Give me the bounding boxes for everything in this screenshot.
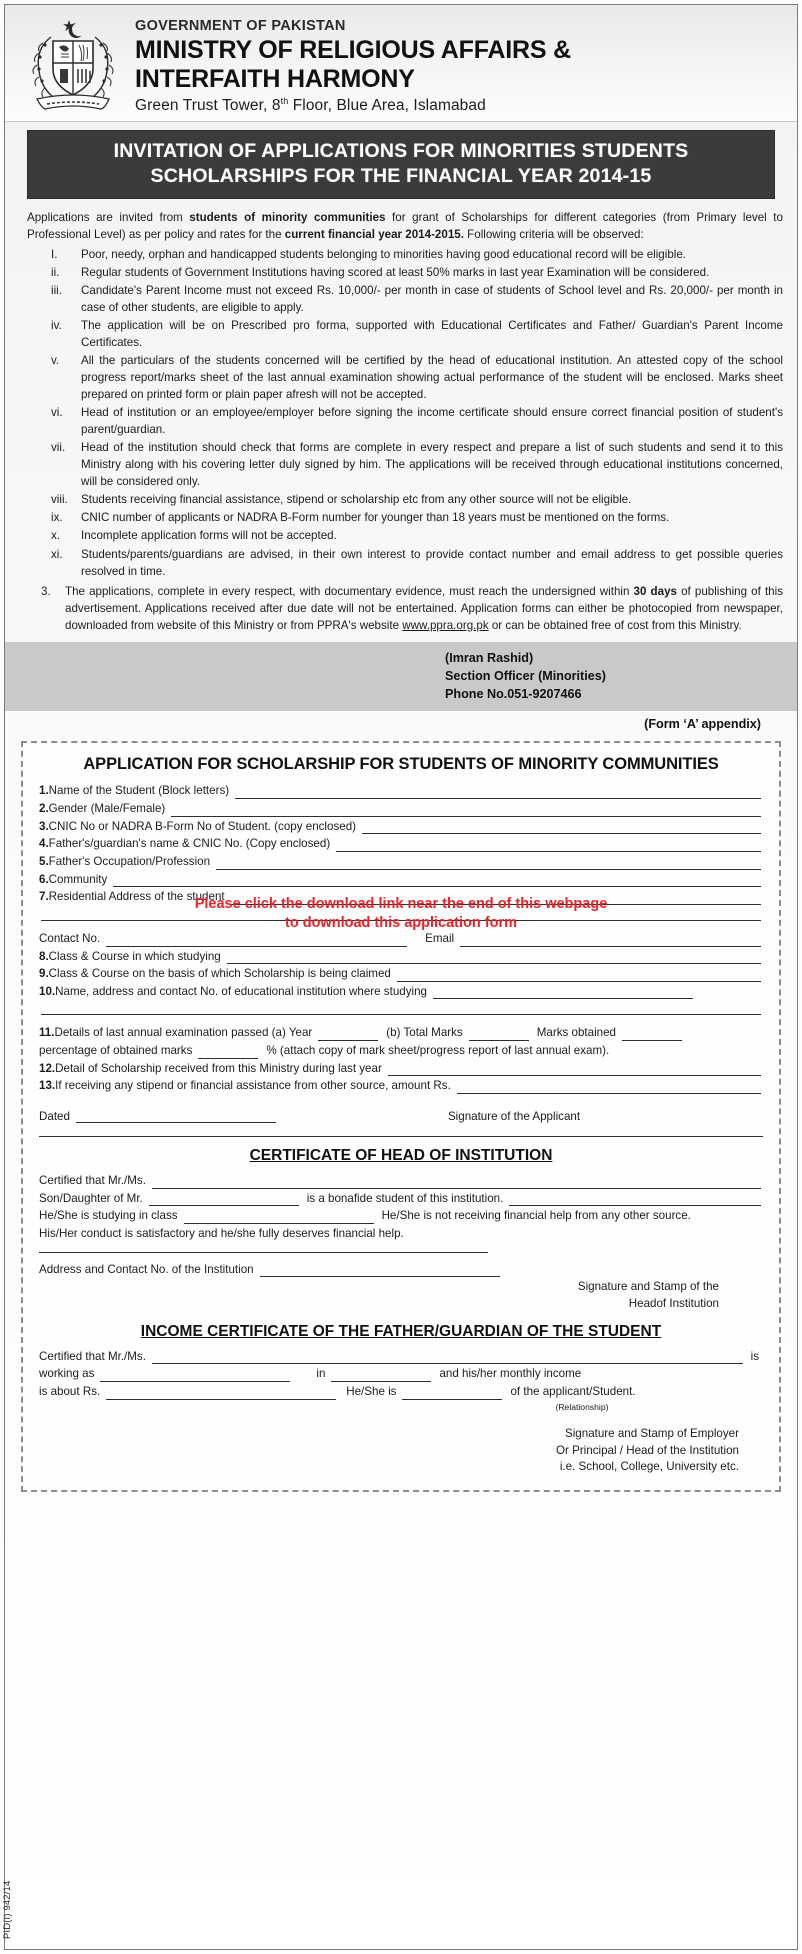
marks-obtained-label: Marks obtained [536,1026,616,1040]
income-cert-line-3 [39,1384,763,1400]
criteria-marker: vi. [51,406,63,420]
income-cert-line-1 [39,1349,763,1365]
ppra-website-link[interactable]: www.ppra.org.pk [402,618,489,632]
employer-sig-line-3: i.e. School, College, University etc. [559,1460,739,1474]
conduct-label: His/Her conduct is satisfactory and he/she fully deserves financial help. [39,1226,404,1240]
criteria-text: Head of institution or an employee/employer before signing the income certificate should ensure correct financial position of student's parent/guardian. [81,406,783,437]
field-number: 12. [39,1061,56,1075]
advertisement-body [5,199,797,634]
ministry-name-line-1: MINISTRY OF RELIGIOUS AFFAIRS & [135,36,571,65]
field-number: 4. [39,837,49,851]
institution-input-line-2[interactable] [41,1013,761,1015]
field-label: Community [48,872,108,886]
ministry-name-line-2: INTERFAITH HARMONY [135,65,415,94]
head-cert-line-4 [39,1226,763,1242]
pakistan-state-emblem-icon [19,11,127,115]
institution-address-input-line[interactable] [260,1265,500,1277]
contact-label: Contact No. [39,931,101,945]
institution-input-line-1[interactable] [433,987,693,999]
relationship-input-line[interactable] [402,1388,502,1400]
application-form [21,741,781,1492]
criteria-item [27,246,783,263]
address-input-line-1[interactable] [231,893,761,905]
bonafide-label: is a bonafide student of this institution. [306,1191,504,1205]
field-number: 5. [39,854,49,868]
total-marks-label: (b) Total Marks [386,1026,463,1040]
intro-part-1: Applications are invited from [27,210,190,224]
criteria-marker: iii. [51,284,62,298]
form-appendix-label: (Form ‘A’ appendix) [644,717,761,732]
criteria-item [27,509,783,526]
form-field-occupation [39,854,763,870]
total-marks-input-line[interactable] [469,1029,529,1041]
head-cert-name-input-line[interactable] [152,1177,761,1189]
field-number: 2. [39,802,49,816]
criteria-text: The application will be on Prescribed pro forma, supported with Educational Certificates and Father/ Guardian's Parent Income Certificates. [81,319,783,350]
criteria-text: Incomplete application forms will not be accepted. [81,529,337,543]
son-daughter-label: Son/Daughter of Mr. [39,1191,143,1205]
field-number: 13. [39,1079,56,1093]
criteria-list [27,246,783,580]
form-field-class-claimed [39,966,763,982]
field-number: 6. [39,872,49,886]
form-field-cnic [39,819,763,835]
criteria-item [27,439,783,490]
section-divider-1 [39,1135,763,1137]
field-number: 1. [39,784,49,798]
field-number: 3. [39,819,49,833]
email-input-line[interactable] [460,935,761,947]
relationship-note: (Relationship) [555,1401,609,1412]
field-label: Class & Course in which studying [48,949,221,963]
no-financial-help-label: He/She is not receiving financial help from any other source. [381,1209,691,1223]
employer-sig-line-2: Or Principal / Head of the Institution [555,1443,739,1457]
applicant-signature-label: Signature of the Applicant [447,1110,581,1124]
intro-paragraph [27,209,783,243]
head-institution-signature [39,1279,763,1313]
issuer-name: (Imran Rashid) [445,650,534,665]
head-cert-divider [39,1251,488,1253]
form-field-percentage [39,1043,763,1059]
field-label: Gender (Male/Female) [48,802,166,816]
percentage-input-line[interactable] [198,1047,258,1059]
issuer-details [5,649,797,704]
percentage-label: percentage of obtained marks [39,1044,193,1058]
criteria-text: Regular students of Government Institutions having scored at least 50% marks in last year Examination will be considered. [81,266,710,279]
occupation-input-line[interactable] [216,858,761,870]
pid-reference: PID(I) 942/14 [1,1880,12,1939]
form-field-community [39,872,763,888]
clause-3-bold: 30 days [633,584,677,598]
father-name-input-line[interactable] [336,840,761,852]
address-suffix: Floor, Blue Area, Islamabad [288,97,486,115]
class-claimed-input-line[interactable] [397,970,761,982]
exam-year-input-line[interactable] [318,1029,378,1041]
is-about-rs-label: is about Rs. [39,1385,101,1399]
government-label: GOVERNMENT OF PAKISTAN [135,18,346,34]
income-amount-input-line[interactable] [106,1388,336,1400]
father-name-cert-input-line[interactable] [149,1194,299,1206]
form-field-institution [39,984,763,1000]
form-field-class-studying [39,949,763,965]
form-field-exam-details [39,1025,763,1041]
clause-3-part-3: or can be obtained free of cost from this Ministry. [488,618,742,632]
gender-input-line[interactable] [171,805,761,817]
criteria-text: Students/parents/guardians are advised, in their own interest to provide contact number and email address to get possible queries resolved in time. [81,547,783,578]
criteria-marker: ix. [51,511,63,525]
field-label: Father's Occupation/Profession [48,854,211,868]
working-as-input-line[interactable] [100,1370,290,1382]
community-input-line[interactable] [113,875,761,887]
form-field-address [39,889,763,905]
download-notice-line-1: Please click the download link near the end of this webpage [194,896,608,913]
criteria-text: Students receiving financial assistance, stipend or scholarship etc from any other source will not be eligible. [81,493,632,507]
criteria-item [27,317,783,351]
other-stipend-input-line[interactable] [457,1082,761,1094]
bonafide-input-line[interactable] [509,1194,761,1206]
form-field-gender [39,801,763,817]
head-sig-line-1: Signature and Stamp of the [577,1280,719,1294]
prior-scholarship-input-line[interactable] [388,1064,761,1076]
clause-3-part-2: of publishing of this advertisement. Applications received after due date will not be entertained. Application forms can either be photocopied from newspaper, downloaded from website of this Ministry or from PPRA's website [65,584,783,632]
criteria-marker: viii. [51,493,68,507]
field-label: Detail of Scholarship received from this Ministry during last year [55,1061,382,1075]
address-ordinal: th [280,96,289,107]
employer-sig-line-1: Signature and Stamp of Employer [564,1426,739,1440]
field-number: 9. [39,967,49,981]
contact-input-line[interactable] [106,935,407,947]
intro-part-2: for grant of Scholarships for different categories (from Primary level to Professional Level) as per policy and rates for the [27,210,783,241]
advertisement-banner [27,130,775,199]
field-label: Father's/guardian's name & CNIC No. (Copy enclosed) [48,837,331,851]
criteria-item [27,264,783,281]
field-number: 7. [39,890,49,904]
criteria-marker: vii. [51,441,66,455]
form-field-contact-email [39,931,763,947]
is-label: is [750,1349,759,1363]
cnic-input-line[interactable] [362,822,761,834]
employer-input-line[interactable] [331,1370,431,1382]
criteria-marker: ii. [51,266,60,279]
criteria-marker: iv. [51,319,62,333]
field-label: If receiving any stipend or financial assistance from other source, amount Rs. [55,1079,451,1093]
form-field-other-stipend [39,1078,763,1094]
field-label: Class & Course on the basis of which Scholarship is being claimed [48,967,391,981]
form-field-father-name [39,836,763,852]
head-certificate-title: CERTIFICATE OF HEAD OF INSTITUTION [249,1147,553,1165]
percentage-note: % (attach copy of mark sheet/progress report of last annual exam). [266,1044,610,1058]
class-studying-input-line[interactable] [227,952,761,964]
criteria-item [27,546,783,580]
header-titles [127,11,571,115]
of-applicant-label: of the applicant/Student. [510,1385,636,1399]
studying-class-input-line[interactable] [184,1212,374,1224]
criteria-marker: I. [51,247,58,261]
download-notice-line-2: to download this application form [285,914,517,931]
income-certified-label: Certified that Mr./Ms. [39,1349,146,1363]
issuer-signature-block [5,642,797,712]
field-number: 8. [39,949,49,963]
email-label: Email [425,931,455,945]
in-label: in [316,1367,326,1381]
issuer-phone: Phone No.051-9207466 [445,687,582,702]
studying-class-label: He/She is studying in class [39,1209,178,1223]
field-label: CNIC No or NADRA B-Form No of Student. (copy enclosed) [48,819,357,833]
exam-year-label: Details of last annual examination passed (a) Year [54,1026,313,1040]
head-cert-line-3 [39,1208,763,1224]
document-header [5,5,797,122]
criteria-item [27,527,783,544]
dated-input-line[interactable] [76,1111,276,1123]
working-as-label: working as [39,1367,95,1381]
form-title: APPLICATION FOR SCHOLARSHIP FOR STUDENTS OF MINORITY COMMUNITIES [83,755,719,774]
ministry-address [135,96,571,115]
dated-signature-row [39,1110,763,1123]
field-number: 11. [39,1026,55,1040]
field-number: 10. [39,984,56,998]
field-label: Name, address and contact No. of educational institution where studying [55,984,427,998]
criteria-item [27,282,783,316]
banner-line-2: SCHOLARSHIPS FOR THE FINANCIAL YEAR 2014-15 [150,164,652,187]
criteria-item [27,404,783,438]
certified-that-label: Certified that Mr./Ms. [39,1174,146,1188]
issuer-designation: Section Officer (Minorities) [445,668,606,683]
clause-3-marker: 3. [41,584,51,598]
address-prefix: Green Trust Tower, 8 [135,97,281,115]
institution-address-label: Address and Contact No. of the Institution [39,1262,254,1276]
criteria-text: All the particulars of the students concerned will be certified by the head of educational institution. An attested copy of the school progress report/marks sheet of the last annual examination showing actual performance of the student will be enclosed. Marks sheet prepared on printed form or plain paper afresh will not be accepted. [81,354,783,402]
employer-signature-block [39,1426,763,1476]
clause-3 [27,583,783,634]
clause-3-part-1: The applications, complete in every respect, with documentary evidence, must reach the undersigned within [65,584,634,598]
criteria-text: Poor, needy, orphan and handicapped students belonging to minorities having good educational record will be eligible. [81,247,687,261]
field-label: Residential Address of the student [48,890,225,904]
dated-label: Dated [39,1110,70,1124]
form-field-prior-scholarship [39,1061,763,1077]
monthly-income-label: and his/her monthly income [439,1367,582,1381]
income-cert-line-2 [39,1366,763,1382]
income-certificate-title: INCOME CERTIFICATE OF THE FATHER/GUARDIAN OF THE STUDENT [140,1322,662,1340]
criteria-marker: x. [51,529,61,543]
head-sig-line-2: Headof Institution [628,1297,719,1311]
criteria-marker: xi. [51,547,63,561]
income-name-input-line[interactable] [152,1352,743,1364]
head-cert-line-2 [39,1191,763,1207]
criteria-marker: v. [51,354,60,368]
criteria-text: Head of the institution should check that forms are complete in every respect and prepare a list of such students and send it to this Ministry along with his covering letter duly signed by him. The applications will be received through educational institutions concerned, will be considered only. [81,441,783,489]
marks-obtained-input-line[interactable] [622,1029,682,1041]
field-label: Name of the Student (Block letters) [48,784,230,798]
intro-bold-1: students of minority communities [189,210,386,224]
name-input-line[interactable] [235,787,761,799]
intro-part-3: Following criteria will be observed: [463,227,644,241]
advertisement-frame [1,4,798,1950]
criteria-item [27,491,783,508]
criteria-item [27,352,783,403]
banner-line-1: INVITATION OF APPLICATIONS FOR MINORITIES STUDENTS [113,140,689,162]
head-cert-line-5 [39,1262,763,1278]
head-cert-line-1 [39,1173,763,1189]
criteria-text: CNIC number of applicants or NADRA B-Form number for younger than 18 years must be mentioned on the forms. [81,511,670,525]
criteria-text: Candidate's Parent Income must not exceed Rs. 10,000/- per month in case of students of School level and Rs. 20,000/- per month in case of other students, are eligible to apply. [81,284,783,315]
intro-bold-2: current financial year 2014-2015. [284,227,464,241]
form-field-name [39,783,763,799]
he-she-is-label: He/She is [346,1385,397,1399]
address-input-line-2[interactable] [41,919,761,921]
